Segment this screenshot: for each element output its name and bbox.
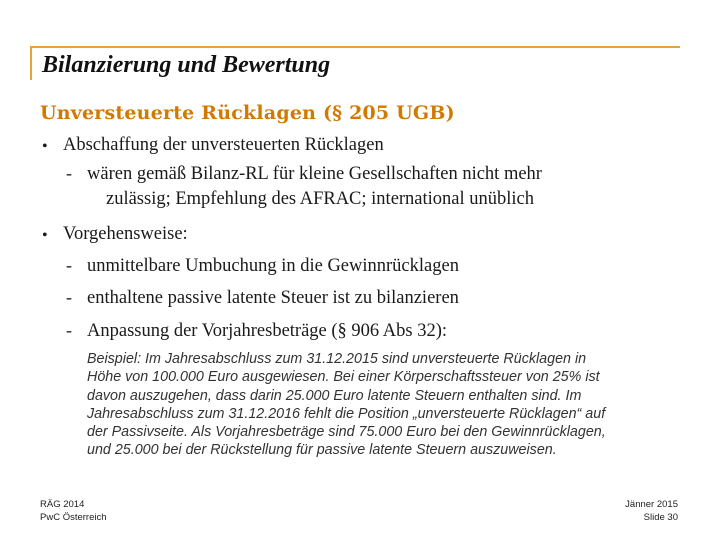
example-line-3: davon auszugehen, dass darin 25.000 Euro latente Steuern enthalten sind. Im [87,387,582,404]
example-line-1 [87,350,682,368]
bullet-2-sub-1: unmittelbare Umbuchung in die Gewinnrücklagen [87,256,459,276]
bullet-1-text: Abschaffung der unversteuerten Rücklagen [63,135,384,155]
example-line-4: Jahresabschluss zum 31.12.2016 fehlt die Position „unversteuerte Rücklagen“ auf [87,405,606,422]
bullet-2-sub-1-marker: - [66,255,72,275]
footer-topic: RÄG 2014 [40,499,85,510]
bullet-1-sub-1-marker: - [66,163,72,183]
example-line-1-text: Im Jahresabschluss zum 31.12.2015 sind unversteuerte Rücklagen in [141,351,587,367]
bullet-2-sub-3: Anpassung der Vorjahresbeträge (§ 906 Abs 32): [87,321,448,341]
footer-left [40,498,107,524]
example-line-6: und 25.000 bei der Rückstellung für passive latente Steuern auszuweisen. [87,442,557,459]
example-label: Beispiel: [87,351,142,367]
bullet-1-sub-1-line-2: zulässig; Empfehlung des AFRAC; international unüblich [106,189,535,209]
bullet-2-sub-3-marker: - [66,320,72,340]
slide-title: Bilanzierung und Bewertung [42,52,331,78]
title-frame-left-rule [30,46,32,80]
example-line-5: der Passivseite. Als Vorjahresbeträge sind 75.000 Euro bei den Gewinnrücklagen, [87,424,606,441]
bullet-2-text: Vorgehensweise: [63,224,188,244]
bullet-1-sub-1-line-1: wären gemäß Bilanz-RL für kleine Gesellschaften nicht mehr [87,164,542,184]
bullet-2-sub-2-marker: - [66,287,72,307]
footer-date: Jänner 2015 [625,499,678,510]
example-paragraph [87,350,682,460]
footer-slide-number: Slide 30 [643,512,678,523]
bullet-1-marker: • [42,138,48,155]
bullet-2-marker: • [42,227,48,244]
footer-company: PwC Österreich [40,512,107,523]
example-line-2: Höhe von 100.000 Euro ausgewiesen. Bei einer Körperschaftssteuer von 25% ist [87,369,600,386]
title-frame-top-rule [30,46,680,48]
footer-right [625,498,678,524]
bullet-2-sub-2: enthaltene passive latente Steuer ist zu bilanzieren [87,288,459,308]
section-subtitle: Unversteuerte Rücklagen (§ 205 UGB) [40,102,455,124]
